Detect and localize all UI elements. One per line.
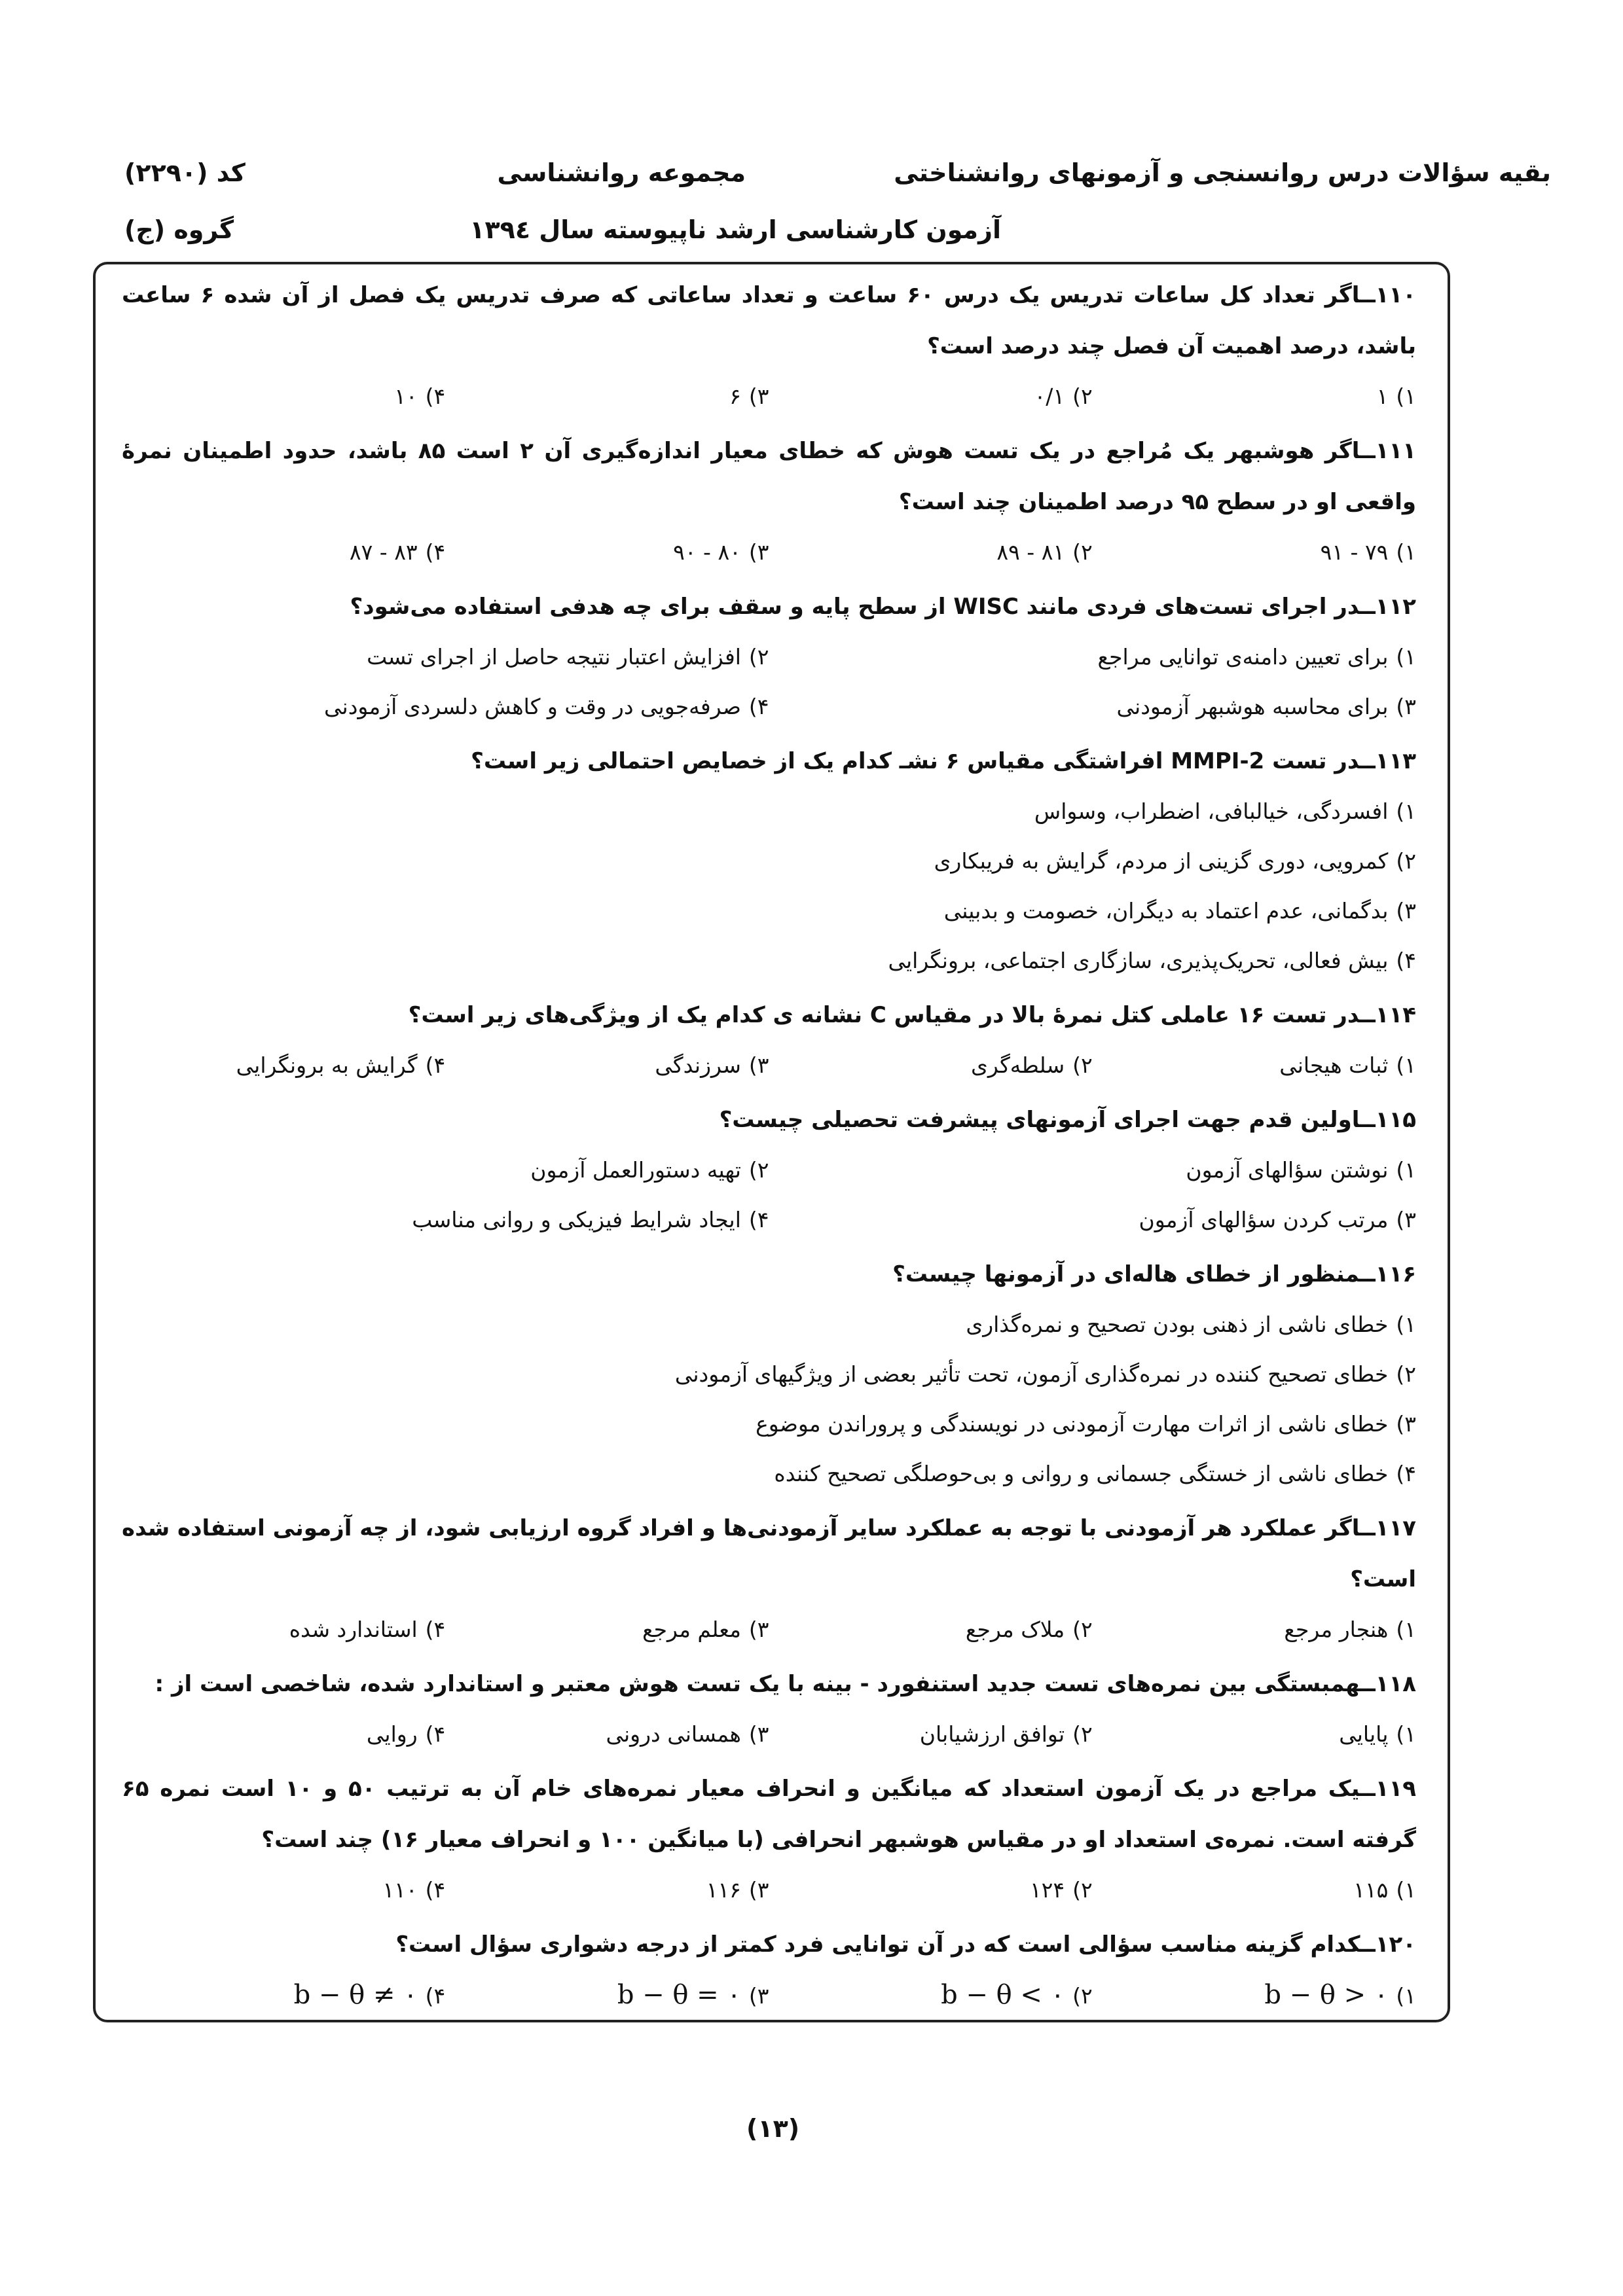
option-3: ۳)معلم مرجع	[642, 1617, 769, 1642]
option-1: ۱)۷۹ - ۹۱	[1320, 539, 1416, 565]
options	[122, 528, 1416, 577]
option-3: ۳)مرتب کردن سؤالهای آزمون	[1139, 1207, 1416, 1232]
question-text: منظور از خطای هاله‌ای در آزمونها چیست؟	[892, 1261, 1360, 1287]
header-collection: مجموعه روانشناسی	[497, 158, 746, 187]
option-1: ۱)ثبات هیجانی	[1279, 1052, 1416, 1078]
options	[122, 1041, 1416, 1090]
question-text: کدام گزینه مناسب سؤالی است که در آن توانایی فرد کمتر از درجه دشواری سؤال است؟	[395, 1931, 1360, 1958]
question-number: ۱۱۴ــ	[1360, 1002, 1416, 1028]
question-text: همبستگی بین نمره‌های تست جدید استنفورد - بینه با یک تست هوش معتبر و استاندارد شده، شاخصی است از :	[155, 1671, 1360, 1697]
option-1: ۱)افسردگی، خیالبافی، اضطراب، وسواس	[1034, 798, 1416, 824]
header-exam-title: آزمون کارشناسی ارشد ناپیوسته سال ۱۳۹٤	[469, 215, 1001, 244]
options	[122, 1970, 1416, 2021]
question-118	[122, 1659, 1416, 1759]
page-number: (۱۳)	[746, 2114, 800, 2143]
question-number: ۱۱۹ــ	[1360, 1776, 1417, 1802]
options	[122, 372, 1416, 422]
option-1: ۱)خطای ناشی از ذهنی بودن تصحیح و نمره‌گذاری	[966, 1312, 1416, 1337]
options	[122, 787, 1416, 986]
option-1: ۱)برای تعیین دامنه‌ی توانایی مراجع	[1097, 644, 1416, 670]
option-1: ۱)۱	[1376, 384, 1416, 409]
question-number: ۱۱۳ــ	[1360, 748, 1416, 774]
options	[122, 1865, 1416, 1915]
option-4: ۴)b − θ ≠ ۰	[293, 1980, 446, 2010]
option-4: ۴)گرایش به برونگرایی	[236, 1052, 446, 1078]
option-3: ۳)۸۰ - ۹۰	[673, 539, 769, 565]
option-2: ۲)سلطه‌گری	[971, 1052, 1093, 1078]
option-2: ۲)افزایش اعتبار نتیجه حاصل از اجرای تست	[367, 644, 769, 670]
option-4: ۴)استاندارد شده	[289, 1617, 446, 1642]
options	[122, 632, 1416, 732]
option-1: ۱)پایایی	[1339, 1721, 1416, 1747]
question-text: اولین قدم جهت اجرای آزمونهای پیشرفت تحصیلی چیست؟	[719, 1107, 1360, 1133]
question-text: در تست ۱۶ عاملی کتل نمرۀ بالا در مقیاس C نشانه ی کدام یک از ویژگی‌های زیر است؟	[408, 1002, 1360, 1028]
option-4: ۴)روایی	[366, 1721, 446, 1747]
question-119	[122, 1763, 1416, 1915]
option-3: ۳)خطای ناشی از اثرات مهارت آزمودنی در نویسندگی و پروراندن موضوع	[756, 1411, 1416, 1437]
question-113	[122, 736, 1416, 986]
option-2: ۲)۸۱ - ۸۹	[996, 539, 1093, 565]
question-number: ۱۲۰ــ	[1360, 1931, 1416, 1958]
question-111	[122, 425, 1416, 577]
option-3: ۳)۶	[729, 384, 769, 409]
options	[122, 1145, 1416, 1245]
question-117	[122, 1503, 1416, 1655]
option-2: ۲)۱۲۴	[1029, 1877, 1093, 1903]
option-4: ۴)بیش فعالی، تحریک‌پذیری، سازگاری اجتماعی، برونگرایی	[888, 948, 1416, 973]
question-number: ۱۱۰ــ	[1360, 282, 1416, 308]
question-text: یک مراجع در یک آزمون استعداد که میانگین و انحراف معیار نمره‌های خام آن به ترتیب ۵۰ و ۱۰ است نمره ۶۵ گرفته است. نمره‌ی استعداد او در مقیاس هوشبهر انحرافی (با میانگین ۱۰۰ و انحراف معیار ۱۶) چند است؟	[122, 1776, 1416, 1853]
question-112	[122, 581, 1416, 732]
question-number: ۱۱۵ــ	[1360, 1107, 1416, 1133]
question-116	[122, 1249, 1416, 1499]
option-1: ۱)b − θ > ۰	[1264, 1980, 1416, 2010]
option-4: ۴)۱۰	[394, 384, 446, 409]
options	[122, 1605, 1416, 1655]
question-114	[122, 990, 1416, 1090]
question-number: ۱۱۷ــ	[1360, 1515, 1416, 1541]
option-1: ۱)نوشتن سؤالهای آزمون	[1186, 1157, 1416, 1183]
question-number: ۱۱۸ــ	[1360, 1671, 1416, 1697]
option-4: ۴)ایجاد شرایط فیزیکی و روانی مناسب	[412, 1207, 769, 1232]
question-text: اگر هوشبهر یک مُراجع در یک تست هوش که خطای معیار اندازه‌گیری آن ۲ است ۸۵ باشد، حدود اطمینان نمرۀ واقعی او در سطح ۹۵ درصد اطمینان چند است؟	[122, 438, 1416, 515]
option-2: ۲)۰/۱	[1034, 384, 1093, 409]
header-group: گروه (ج)	[124, 215, 234, 244]
question-text: اگر عملکرد هر آزمودنی با توجه به عملکرد سایر آزمودنی‌ها و افراد گروه ارزیابی شود، از چه آزمونی استفاده شده است؟	[122, 1515, 1416, 1592]
options	[122, 1300, 1416, 1499]
option-1: ۱)هنجار مرجع	[1284, 1617, 1416, 1642]
option-2: ۲)ملاک مرجع	[965, 1617, 1093, 1642]
option-3: ۳)سرزندگی	[655, 1052, 769, 1078]
option-2: ۲)کمرویی، دوری گزینی از مردم، گرایش به فریبکاری	[934, 848, 1416, 874]
header-code: کد (۲۲۹۰)	[124, 158, 246, 187]
option-4: ۴)خطای ناشی از خستگی جسمانی و روانی و بی‌حوصلگی تصحیح کننده	[774, 1461, 1416, 1486]
option-4: ۴)صرفه‌جویی در وقت و کاهش دلسردی آزمودنی	[324, 694, 769, 719]
question-number: ۱۱۱ــ	[1360, 438, 1416, 464]
question-number: ۱۱۶ــ	[1360, 1261, 1416, 1287]
question-text: در تست MMPI-2 افراشتگی مقیاس ۶ نشـ کدام یک از خصایص احتمالی زیر است؟	[471, 748, 1360, 774]
option-4: ۴)۸۳ - ۸۷	[349, 539, 446, 565]
option-3: ۳)همسانی درونی	[606, 1721, 769, 1747]
option-3: ۳)بدگمانی، عدم اعتماد به دیگران، خصومت و بدبینی	[943, 898, 1416, 924]
option-2: ۲)توافق ارزشیابان	[919, 1721, 1093, 1747]
option-3: ۳)۱۱۶	[706, 1877, 769, 1903]
option-1: ۱)۱۱۵	[1353, 1877, 1416, 1903]
question-number: ۱۱۲ــ	[1360, 594, 1416, 620]
question-text: اگر تعداد کل ساعات تدریس یک درس ۶۰ ساعت و تعداد ساعاتی که صرف تدریس یک فصل از آن شده ۶ ساعت باشد، درصد اهمیت آن فصل چند درصد است؟	[122, 282, 1416, 359]
option-2: ۲)تهیه دستورالعمل آزمون	[530, 1157, 769, 1183]
header-subject: بقیه سؤالات درس روانسنجی و آزمونهای روانشناختی	[894, 158, 1551, 187]
options	[122, 1710, 1416, 1759]
question-120	[122, 1919, 1416, 2021]
option-3: ۳)b − θ = ۰	[617, 1980, 769, 2010]
option-3: ۳)برای محاسبه هوشبهر آزمودنی	[1116, 694, 1416, 719]
question-115	[122, 1094, 1416, 1245]
option-2: ۲)b − θ < ۰	[941, 1980, 1093, 2010]
question-110	[122, 270, 1416, 422]
question-text: در اجرای تست‌های فردی مانند WISC از سطح پایه و سقف برای چه هدفی استفاده می‌شود؟	[350, 594, 1360, 620]
option-2: ۲)خطای تصحیح کننده در نمره‌گذاری آزمون، تحت تأثیر بعضی از ویژگیهای آزمودنی	[674, 1361, 1416, 1387]
questions-box	[93, 262, 1450, 2022]
option-4: ۴)۱۱۰	[382, 1877, 446, 1903]
